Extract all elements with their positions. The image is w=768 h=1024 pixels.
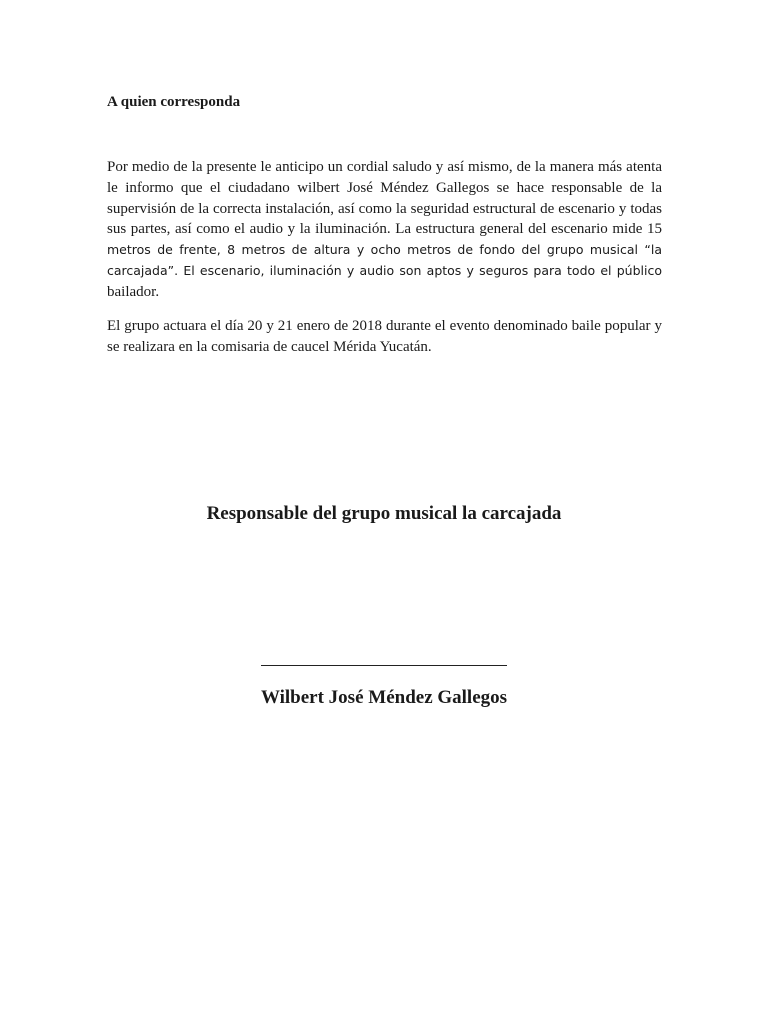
signer-name: Wilbert José Méndez Gallegos bbox=[260, 687, 508, 708]
paragraph-line: bailador. bbox=[107, 283, 160, 300]
body-paragraph-2 bbox=[107, 316, 662, 358]
paragraph-line: carcajada”. El escenario, iluminación y audio son aptos y seguros para todo el público bbox=[107, 262, 662, 278]
paragraph-line: El grupo actuara el día 20 y 21 enero de 2018 durante el evento denominado baile popular y bbox=[107, 318, 662, 334]
paragraph-line: le informo que el ciudadano wilbert José Méndez Gallegos se hace responsable de la bbox=[107, 179, 662, 196]
paragraph-line: supervisión de la correcta instalación, así como la seguridad estructural de escenario y todas bbox=[107, 200, 662, 217]
paragraph-line: metros de frente, 8 metros de altura y ocho metros de fondo del grupo musical “la bbox=[107, 242, 662, 258]
paragraph-line: Por medio de la presente le anticipo un cordial saludo y así mismo, de la manera más atenta bbox=[107, 159, 662, 175]
responsible-title: Responsable del grupo musical la carcajada bbox=[206, 503, 562, 524]
salutation: A quien corresponda bbox=[107, 94, 241, 110]
body-paragraph-1 bbox=[107, 157, 662, 303]
paragraph-line: sus partes, así como el audio y la iluminación. La estructura general del escenario mide 15 bbox=[107, 221, 662, 238]
paragraph-line: se realizara en la comisaria de caucel Mérida Yucatán. bbox=[107, 338, 432, 355]
signature-line bbox=[261, 665, 507, 666]
